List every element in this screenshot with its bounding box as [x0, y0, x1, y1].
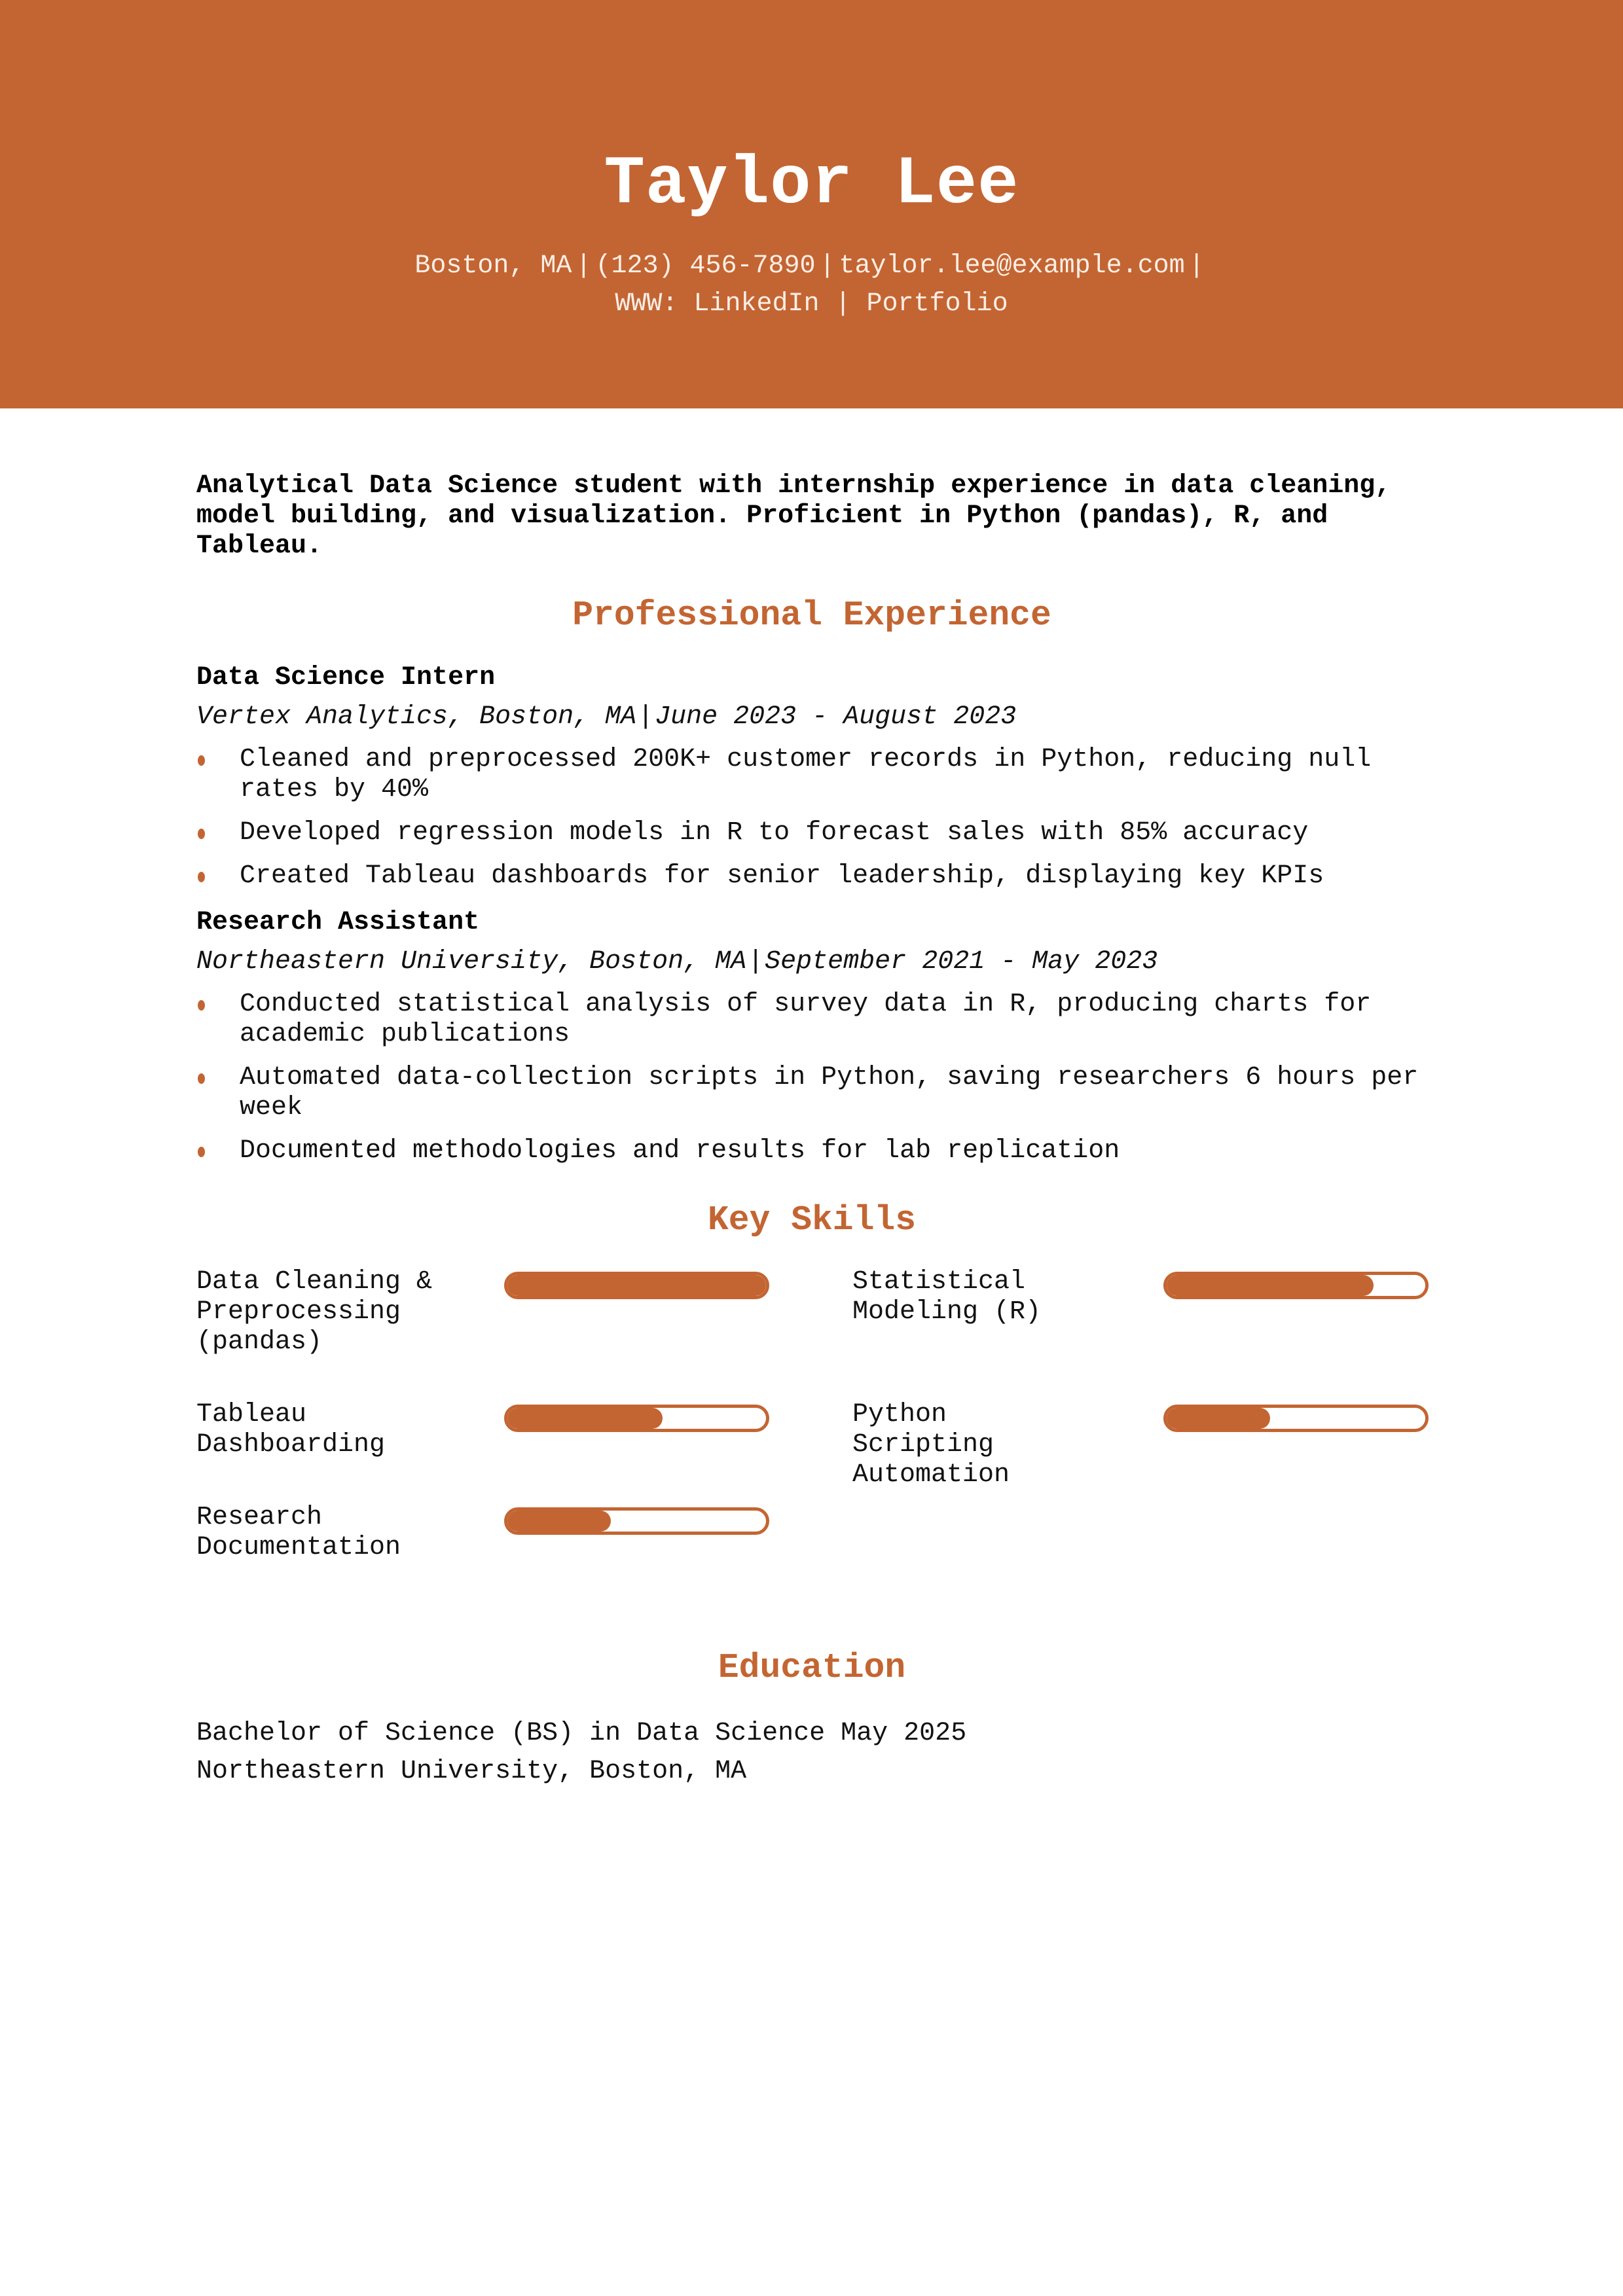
skill-label: Research Documentation: [196, 1503, 401, 1562]
skill-label: Data Cleaning & Preprocessing (pandas): [196, 1267, 433, 1357]
contact-separator: |: [819, 251, 835, 281]
bullet-dot-icon: [198, 872, 205, 882]
skill-bar-fill: [1167, 1275, 1374, 1296]
job-title: Research Assistant: [196, 908, 480, 937]
job-entry: [196, 662, 1427, 891]
bullet-dot-icon: [198, 1147, 205, 1157]
bullet-dot-icon: [198, 829, 205, 839]
section-title-education: Education: [718, 1648, 906, 1687]
section-title-experience: Professional Experience: [572, 596, 1051, 635]
bullet-text: Cleaned and preprocessed 200K+ customer records in Python, reducing null rates by 40%: [240, 745, 1372, 804]
skill-bar: [504, 1272, 769, 1299]
link-separator: |: [835, 289, 851, 319]
job-org: Vertex Analytics, Boston, MA: [196, 702, 637, 732]
bullet-text: Conducted statistical analysis of survey data in R, producing charts for academic publications: [240, 990, 1372, 1049]
bullet-dot-icon: [198, 1073, 205, 1084]
resume-body: [196, 471, 1427, 1791]
job-dates: June 2023 - August 2023: [655, 702, 1017, 732]
meta-separator: |: [748, 947, 764, 977]
skill-bar-fill: [507, 1275, 766, 1296]
degree-line: Bachelor of Science (BS) in Data Science May 2025: [196, 1719, 967, 1748]
bullet-item: [196, 1063, 1427, 1123]
meta-separator: |: [638, 702, 654, 732]
bullet-item: [196, 745, 1427, 805]
bullet-text: Documented methodologies and results for lab replication: [240, 1136, 1120, 1166]
job-entry: [196, 907, 1427, 1166]
bullet-text: Developed regression models in R to forecast sales with 85% accuracy: [240, 818, 1309, 848]
contact-phone[interactable]: (123) 456-7890: [595, 251, 816, 281]
skill-label: Python Scripting Automation: [852, 1400, 1010, 1490]
skill-bar-fill: [507, 1511, 611, 1532]
bullet-text: Automated data-collection scripts in Python, saving researchers 6 hours per week: [240, 1063, 1419, 1122]
contact-location: Boston, MA: [414, 251, 572, 281]
bullet-item: [196, 990, 1427, 1050]
contact-email[interactable]: taylor.lee@example.com: [839, 251, 1185, 281]
portfolio-link[interactable]: Portfolio: [866, 289, 1008, 319]
contact-info: [0, 247, 1623, 323]
bullet-item: [196, 1136, 1427, 1166]
job-title: Data Science Intern: [196, 663, 496, 692]
job-meta: [196, 946, 1427, 978]
skill-label: Statistical Modeling (R): [852, 1267, 1042, 1327]
skill-bar: [504, 1507, 769, 1535]
education-entry: [196, 1715, 1427, 1791]
job-org: Northeastern University, Boston, MA: [196, 947, 747, 977]
contact-separator: |: [1188, 251, 1205, 281]
bullet-item: [196, 818, 1427, 848]
summary: Analytical Data Science student with internship experience in data cleaning, model building, and visualization. Proficient in Python (pandas), R, and Tableau.: [196, 471, 1391, 561]
bullet-dot-icon: [198, 1000, 205, 1011]
school-line: Northeastern University, Boston, MA: [196, 1757, 747, 1786]
contact-links: [0, 285, 1623, 323]
job-bullets: [196, 745, 1427, 891]
skill-bar: [1163, 1272, 1429, 1299]
linkedin-link[interactable]: LinkedIn: [693, 289, 820, 319]
skill-label: Tableau Dashboarding: [196, 1400, 386, 1460]
skill-bar-fill: [1167, 1408, 1270, 1429]
resume-header: [0, 0, 1623, 408]
www-label: WWW:: [615, 289, 678, 319]
bullet-text: Created Tableau dashboards for senior leadership, displaying key KPIs: [240, 861, 1324, 891]
candidate-name: Taylor Lee: [604, 146, 1019, 223]
section-title-skills: Key Skills: [707, 1200, 917, 1240]
job-bullets: [196, 990, 1427, 1166]
skill-bar: [504, 1405, 769, 1432]
job-meta: [196, 702, 1427, 733]
bullet-dot-icon: [198, 755, 205, 766]
skill-bar-fill: [507, 1408, 663, 1429]
contact-separator: |: [575, 251, 592, 281]
skills-grid: [196, 1267, 1427, 1634]
job-dates: September 2021 - May 2023: [765, 947, 1158, 977]
bullet-item: [196, 861, 1427, 891]
skill-bar: [1163, 1405, 1429, 1432]
